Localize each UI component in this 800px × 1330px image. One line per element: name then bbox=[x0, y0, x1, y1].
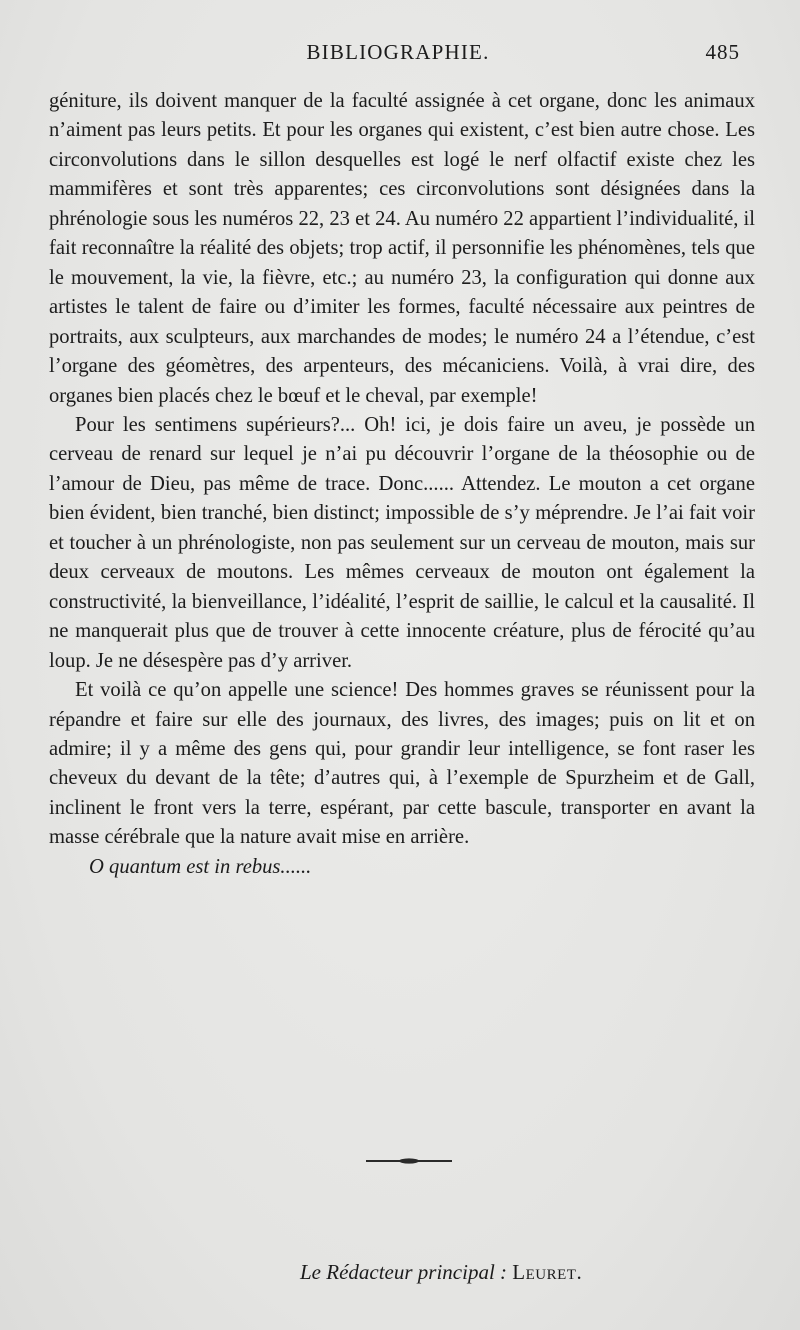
closing-quote: O quantum est in rebus...... bbox=[89, 855, 312, 878]
ornament-rule bbox=[366, 1155, 452, 1167]
page-header bbox=[48, 40, 748, 76]
paragraph: Et voilà ce qu’on appelle une science! Des hommes graves se réunissent pour la répandre et faire sur elle des journaux, des livres, des images; puis on lit et on admire; il y a même des gens qui, pour grandir leur intelligence, se font raser les cheveux du devant de la tête; d’autres qui, à l’exemple de Spurzheim et de Gall, inclinent le front vers la terre, espérant, par cette bascule, transporter en avant la masse cérébrale que la nature avait mise en arrière. bbox=[49, 679, 755, 849]
signature-label: Le Rédacteur principal : bbox=[300, 1260, 508, 1284]
body-text bbox=[49, 87, 755, 882]
running-head: BIBLIOGRAPHIE. bbox=[306, 40, 490, 64]
signature-name: Leuret. bbox=[512, 1260, 583, 1284]
page-number: 485 bbox=[705, 40, 740, 64]
signature bbox=[300, 1260, 582, 1285]
paragraph: géniture, ils doivent manquer de la faculté assignée à cet organe, donc les animaux n’aiment pas leurs petits. Et pour les organes qui existent, c’est bien autre chose. Les circonvolutions dans le sillon desquelles est logé le nerf olfactif existe chez les mammifères et sont très apparentes; ces circonvolutions sont désignées dans la phrénologie sous les numéros 22, 23 et 24. Au numéro 22 appartient l’individualité, il fait reconnaître la réalité des objets; trop actif, il personnifie les phénomènes, tels que le mouvement, la vie, la fièvre, etc.; au numéro 23, la configuration qui donne aux artistes le talent de faire ou d’imiter les formes, faculté nécessaire aux peintres de portraits, aux sculpteurs, aux marchandes de modes; le numéro 24 a l’étendue, c’est l’organe des géomètres, des arpenteurs, des mécaniciens. Voilà, à vrai dire, des organes bien placés chez le bœuf et le cheval, par exemple! bbox=[49, 90, 755, 407]
paragraph: Pour les sentimens supérieurs?... Oh! ici, je dois faire un aveu, je possède un cerveau de renard sur lequel je n’ai pu découvrir l’organe de la théosophie ou de l’amour de Dieu, pas même de trace. Donc...... Attendez. Le mouton a cet organe bien évident, bien tranché, bien distinct; impossible de s’y méprendre. Je l’ai fait voir et toucher à un phrénologiste, non pas seulement sur un cerveau de mouton, mais sur deux cerveaux de moutons. Les mêmes cerveaux de mouton ont également la constructivité, la bienveillance, l’idéalité, l’esprit de saillie, le calcul et la causalité. Il ne manquerait plus que de trouver à cette innocente créature, plus de férocité qu’au loup. Je ne désespère pas d’y arriver. bbox=[49, 413, 755, 672]
